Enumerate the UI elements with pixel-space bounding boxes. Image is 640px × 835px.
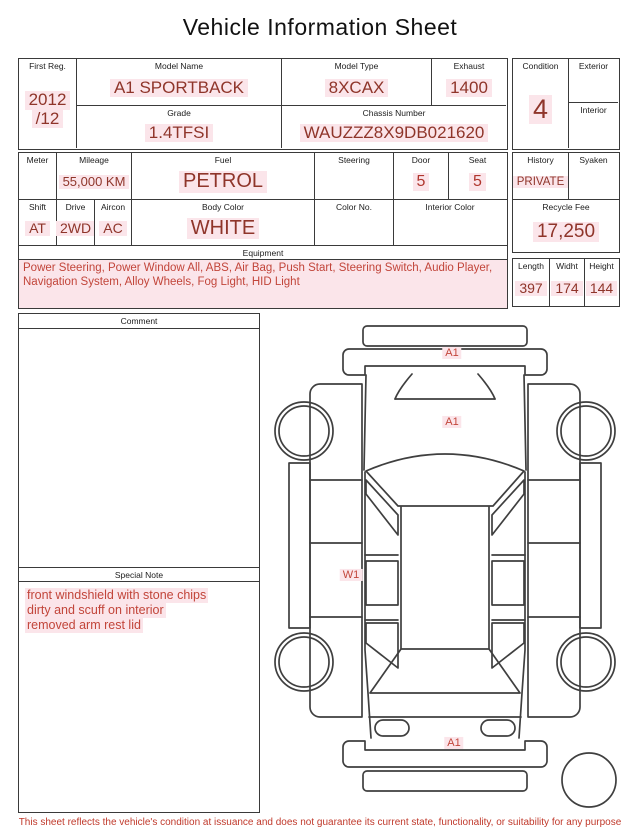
- left-rocker-panel: [289, 463, 310, 628]
- left-tail-light: [375, 720, 409, 736]
- first-reg-label: First Reg.: [29, 61, 66, 71]
- right-side-panel: [528, 384, 580, 717]
- first-reg-value-month: /12: [32, 110, 64, 128]
- mileage-value: 55,000 KM: [59, 175, 130, 189]
- spare-tire: [562, 753, 616, 807]
- special-note-line: front windshield with stone chips: [27, 588, 207, 602]
- front-top-strip: [363, 326, 527, 346]
- dimensions-table: [512, 258, 620, 307]
- disclaimer-text: This sheet reflects the vehicle's condition at issuance and does not guarantee its current state, functionality, or suitability for any purpose: [18, 817, 622, 828]
- special-note-header: Special Note: [19, 567, 259, 582]
- fuel-value: PETROL: [179, 171, 267, 193]
- height-value: 144: [586, 281, 617, 296]
- field-model-type: Model Type 8XCAX: [281, 59, 431, 105]
- special-note-body: [19, 582, 259, 812]
- vehicle-identity-table: [18, 58, 508, 150]
- vehicle-spec-table: [18, 152, 508, 309]
- cowl-arc-left: [395, 374, 412, 399]
- left-front-wheel: [275, 402, 333, 460]
- field-chassis-number: Chassis Number WAUZZZ8X9DB021620: [281, 105, 506, 148]
- roof-rails: [401, 507, 489, 649]
- chassis-number-value: WAUZZZ8X9DB021620: [300, 124, 489, 142]
- field-drive: Drive 2WD: [56, 200, 94, 245]
- field-meter: Meter: [26, 155, 49, 165]
- recycle-fee-value: 17,250: [533, 222, 599, 243]
- right-front-window: [492, 561, 524, 605]
- body-left-line: [364, 375, 371, 738]
- field-height: Height 144: [584, 259, 618, 306]
- grade-value: 1.4TFSI: [145, 124, 213, 142]
- right-front-wheel: [557, 402, 615, 460]
- field-recycle-fee: Recycle Fee 17,250: [513, 199, 619, 252]
- left-side-panel-lines: [310, 480, 362, 617]
- right-side-panel-lines: [528, 480, 580, 617]
- model-name-value: A1 SPORTBACK: [110, 79, 248, 97]
- body-color-value: WHITE: [187, 218, 259, 240]
- field-first-reg: [19, 59, 76, 148]
- page-title: Vehicle Information Sheet: [182, 14, 458, 40]
- car-damage-diagram: [262, 310, 640, 815]
- field-model-name: Model Name A1 SPORTBACK: [76, 59, 281, 105]
- condition-grade-value: 4: [529, 95, 552, 124]
- cowl-arc-right: [478, 374, 495, 399]
- field-history: History PRIVATE: [513, 153, 568, 199]
- length-value: 397: [515, 281, 546, 296]
- body-right-line: [519, 375, 526, 738]
- field-fuel: Fuel PETROL: [131, 153, 314, 199]
- left-side-panel: [310, 384, 362, 717]
- field-condition: Condition 4: [522, 61, 559, 124]
- field-length: Length 397: [513, 259, 549, 306]
- exhaust-value: 1400: [446, 79, 492, 97]
- pillar-lines: [365, 555, 525, 620]
- field-aircon: Aircon AC: [94, 200, 131, 245]
- seat-value: 5: [469, 173, 486, 190]
- field-widht: Widht 174: [549, 259, 584, 306]
- field-body-color: Body Color WHITE: [131, 200, 314, 245]
- door-value: 5: [413, 173, 430, 190]
- field-shift: Shift AT: [19, 200, 56, 245]
- right-rocker-panel: [580, 463, 601, 628]
- comment-header: Comment: [19, 314, 259, 329]
- rear-window: [370, 649, 520, 693]
- drive-value: 2WD: [56, 221, 95, 236]
- field-door: Door 5: [393, 153, 448, 199]
- widht-value: 174: [551, 281, 582, 296]
- field-exhaust: Exhaust 1400: [431, 59, 506, 105]
- left-rear-wheel: [275, 633, 333, 691]
- aircon-value: AC: [99, 221, 126, 236]
- field-interior-color: Interior Color: [393, 200, 506, 245]
- field-mileage: Mileage 55,000 KM: [56, 153, 131, 199]
- model-type-value: 8XCAX: [325, 79, 389, 97]
- field-exterior: Exterior: [568, 59, 618, 102]
- windshield: [366, 454, 524, 506]
- special-note-line: dirty and scuff on interior: [27, 603, 164, 617]
- history-value: PRIVATE: [513, 176, 569, 188]
- damage-label-rear-bumper: A1: [444, 737, 463, 749]
- equipment-label: Equipment: [19, 246, 507, 260]
- field-interior: Interior: [568, 102, 618, 148]
- shift-value: AT: [25, 221, 50, 236]
- damage-label-front-bumper: A1: [442, 347, 461, 359]
- field-steering: Steering: [314, 153, 393, 199]
- comment-body: [19, 329, 259, 567]
- rear-bottom-strip: [363, 771, 527, 791]
- field-color-no: Color No.: [314, 200, 393, 245]
- equipment-value: Power Steering, Power Window All, ABS, Air Bag, Push Start, Steering Switch, Audio Player, Navigation System, Alloy Wheels, Fog Light, HID Light: [19, 260, 507, 308]
- damage-label-hood: A1: [442, 416, 461, 428]
- field-seat: Seat 5: [448, 153, 506, 199]
- damage-label-left-door: W1: [340, 569, 363, 581]
- field-syaken: Syaken: [568, 153, 618, 199]
- field-equipment: [19, 245, 507, 308]
- condition-table: [512, 58, 620, 150]
- first-reg-value-year: 2012: [25, 91, 71, 109]
- special-note-line: removed arm rest lid: [27, 618, 141, 632]
- right-tail-light: [481, 720, 515, 736]
- comment-panel: [18, 313, 260, 813]
- right-rear-wheel: [557, 633, 615, 691]
- left-front-window: [366, 561, 398, 605]
- field-grade: Grade 1.4TFSI: [76, 105, 281, 148]
- history-table: [512, 152, 620, 253]
